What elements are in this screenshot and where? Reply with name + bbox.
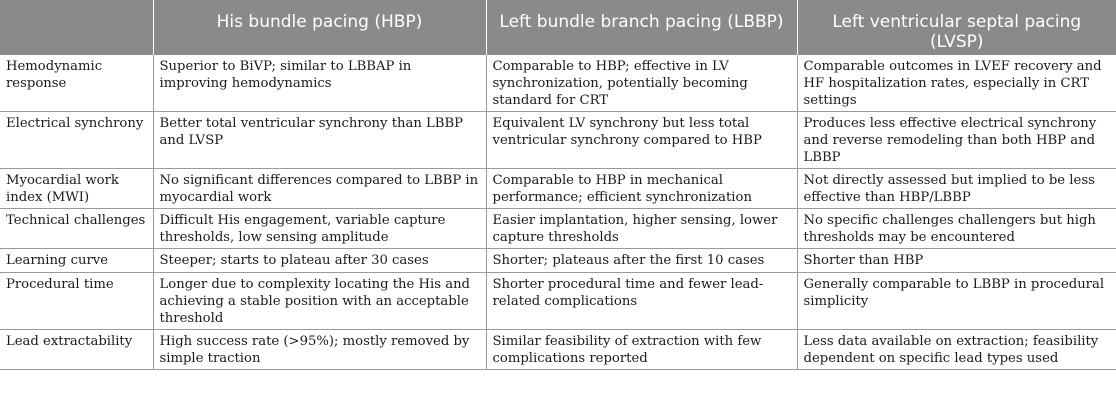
row-label: Learning curve (0, 249, 153, 273)
table-row (0, 330, 1116, 370)
cell-hbp: Better total ventricular synchrony than LBBP and LVSP (153, 112, 486, 169)
cell-lvsp: No specific challenges challengers but high thresholds may be encountered (797, 209, 1116, 249)
cell-lbbp: Easier implantation, higher sensing, lower capture thresholds (486, 209, 797, 249)
table-row (0, 112, 1116, 169)
cell-lbbp: Comparable to HBP in mechanical performance; efficient synchronization (486, 169, 797, 209)
table-row (0, 249, 1116, 273)
cell-lvsp: Not directly assessed but implied to be less effective than HBP/LBBP (797, 169, 1116, 209)
cell-lvsp: Shorter than HBP (797, 249, 1116, 273)
cell-hbp: High success rate (>95%); mostly removed by simple traction (153, 330, 486, 370)
cell-lbbp: Comparable to HBP; effective in LV synchronization, potentially becoming standard for CRT (486, 55, 797, 112)
cell-hbp: No significant differences compared to LBBP in myocardial work (153, 169, 486, 209)
row-label: Electrical synchrony (0, 112, 153, 169)
header-row (0, 0, 1116, 55)
header-feature (0, 0, 153, 55)
header-hbp: His bundle pacing (HBP) (153, 0, 486, 55)
cell-lbbp: Equivalent LV synchrony but less total ventricular synchrony compared to HBP (486, 112, 797, 169)
cell-lvsp: Comparable outcomes in LVEF recovery and HF hospitalization rates, especially in CRT settings (797, 55, 1116, 112)
table-row (0, 209, 1116, 249)
cell-lbbp: Similar feasibility of extraction with few complications reported (486, 330, 797, 370)
cell-hbp: Longer due to complexity locating the His and achieving a stable position with an acceptable threshold (153, 273, 486, 330)
row-label: Myocardial work index (MWI) (0, 169, 153, 209)
cell-lbbp: Shorter; plateaus after the first 10 cases (486, 249, 797, 273)
cell-lvsp: Less data available on extraction; feasibility dependent on specific lead types used (797, 330, 1116, 370)
header-lbbp: Left bundle branch pacing (LBBP) (486, 0, 797, 55)
cell-lvsp: Produces less effective electrical synchrony and reverse remodeling than both HBP and LBBP (797, 112, 1116, 169)
cell-hbp: Difficult His engagement, variable capture thresholds, low sensing amplitude (153, 209, 486, 249)
row-label: Hemodynamic response (0, 55, 153, 112)
row-label: Technical challenges (0, 209, 153, 249)
cell-hbp: Superior to BiVP; similar to LBBAP in improving hemodynamics (153, 55, 486, 112)
cell-lbbp: Shorter procedural time and fewer lead-related complications (486, 273, 797, 330)
cell-hbp: Steeper; starts to plateau after 30 cases (153, 249, 486, 273)
row-label: Procedural time (0, 273, 153, 330)
table-row (0, 55, 1116, 112)
row-label: Lead extractability (0, 330, 153, 370)
table-row (0, 273, 1116, 330)
cell-lvsp: Generally comparable to LBBP in procedural simplicity (797, 273, 1116, 330)
header-lvsp: Left ventricular septal pacing (LVSP) (797, 0, 1116, 55)
table-row (0, 169, 1116, 209)
